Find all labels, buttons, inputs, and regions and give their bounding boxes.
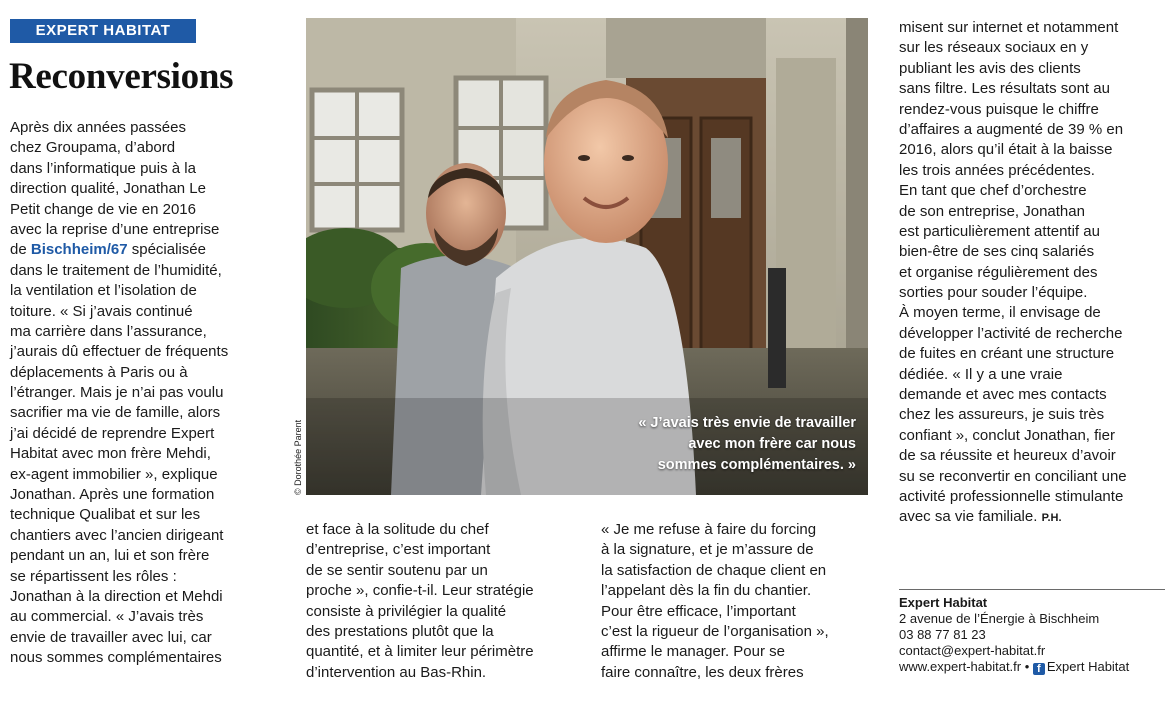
author-signature: P.H. [1041,512,1062,525]
text-line: faire connaître, les deux frères [601,663,804,681]
text-line: de se sentir soutenu par un [306,561,488,579]
text-line: Habitat avec mon frère Mehdi, [10,445,211,463]
text-line: direction qualité, Jonathan Le [10,180,206,198]
text-line: toiture. « Si j’avais continué [10,302,193,320]
text-line: sur les réseaux sociaux en y [899,39,1089,57]
facebook-page-name: Expert Habitat [1046,659,1130,674]
text-line: est particulièrement attentif au [899,222,1100,240]
text-line: ex-agent immobilier », explique [10,465,218,483]
text-line: l’appelant dès la fin du chantier. [601,582,812,600]
text-line: Après dix années passées [10,119,186,136]
photo-credit: © Dorothée Parent [293,419,303,495]
text-line: Pour être efficace, l’important [601,602,796,620]
text-line: su se reconvertir en conciliant une [899,467,1127,485]
text-line: Jonathan. Après une formation [10,486,215,504]
text-line: nous sommes complémentaires [10,649,222,667]
text-line: proche », confie-t-il. Leur stratégie [306,582,534,600]
text-fragment: de [10,241,31,259]
section-badge: EXPERT HABITAT [10,19,196,43]
text-line: chez les assureurs, je suis très [899,406,1105,424]
text-line: j’ai décidé de reprendre Expert [10,424,215,442]
text-line: quantité, et à limiter leur périmètre [306,643,534,661]
company-address: 2 avenue de l’Énergie à Bischheim [899,611,1100,626]
location-highlight: Bischheim/67 [30,241,128,259]
separator-bullet: • [1021,659,1033,674]
text-line: la ventilation et l’isolation de [10,282,197,300]
text-line: de son entreprise, Jonathan [899,202,1085,220]
text-line: se répartissent les rôles : [10,567,177,585]
facebook-icon: f [1033,663,1045,675]
company-email: contact@expert-habitat.fr [899,643,1046,658]
text-line: ma carrière dans l’assurance, [10,322,207,340]
text-fragment: spécialisée [127,241,206,259]
text-line: j’aurais dû effectuer de fréquents [10,343,229,361]
article-column-2 [306,520,534,683]
text-line: les trois années précédentes. [899,161,1095,179]
text-line-location [10,240,228,260]
text-line: En tant que chef d’orchestre [899,182,1087,200]
text-line: demande et avec mes contacts [899,386,1107,404]
pull-quote [638,413,856,476]
text-line: 2016, alors qu’il était à la baisse [899,141,1113,159]
article-column-4 [899,18,1127,528]
text-line: « Je me refuse à faire du forcing [601,521,817,538]
text-line: l’étranger. Mais je n’ai pas voulu [10,384,224,402]
text-line: affirme le manager. Pour se [601,643,785,661]
text-line: sans filtre. Les résultats sont au [899,80,1110,98]
text-line: d’entreprise, c’est important [306,541,491,559]
article-photo [306,18,868,495]
text-line: c’est la rigueur de l’organisation », [601,622,829,640]
text-line: la satisfaction de chaque client en [601,561,827,579]
quote-line: « J’avais très envie de travailler [638,415,856,431]
text-line: À moyen terme, il envisage de [899,304,1101,322]
text-line: d’intervention au Bas-Rhin. [306,663,487,681]
text-line: rendez-vous puisque le chiffre [899,100,1099,118]
text-line: et face à la solitude du chef [306,521,489,538]
text-line: activité professionnelle stimulante [899,487,1124,505]
text-line: sorties pour souder l’équipe. [899,284,1088,302]
web-social-line [899,659,1165,675]
text-line-signed [899,507,1127,527]
quote-line: avec mon frère car nous [688,436,856,452]
text-line: publiant les avis des clients [899,59,1081,77]
text-line: des prestations plutôt que la [306,622,494,640]
text-line: technique Qualibat et sur les [10,506,201,524]
company-name: Expert Habitat [899,595,988,610]
text-line: à la signature, et je m’assure de [601,541,814,559]
text-line: dans l’informatique puis à la [10,159,196,177]
text-line: misent sur internet et notamment [899,19,1119,36]
text-line: Jonathan à la direction et Mehdi [10,587,223,605]
text-line: confiant », conclut Jonathan, fier [899,426,1115,444]
text-line: d’affaires a augmenté de 39 % en [899,120,1124,138]
text-line: et organise régulièrement des [899,263,1098,281]
text-line: envie de travailler avec lui, car [10,628,212,646]
article-column-3 [601,520,829,683]
contact-box [899,589,1165,675]
company-phone: 03 88 77 81 23 [899,627,986,642]
text-line: au commercial. « J’avais très [10,608,204,626]
text-line: dans le traitement de l’humidité, [10,261,222,279]
text-line: de sa réussite et heureux d’avoir [899,447,1116,465]
text-line: déplacements à Paris ou à [10,363,188,381]
text-line: Petit change de vie en 2016 [10,200,196,218]
article-column-1 [10,118,228,669]
article-title: Reconversions [9,56,234,97]
text-line: dédiée. « Il y a une vraie [899,365,1063,383]
quote-line: sommes complémentaires. » [657,457,856,473]
text-line: chantiers avec l’ancien dirigeant [10,526,224,544]
text-line: de fuites en créant une structure [899,345,1115,363]
text-line: chez Groupama, d’abord [10,139,176,157]
text-line: consiste à privilégier la qualité [306,602,507,620]
text-line: bien-être de ses cinq salariés [899,243,1095,261]
company-website: www.expert-habitat.fr [899,659,1022,674]
text-line: sacrifier ma vie de famille, alors [10,404,221,422]
text-line: avec la reprise d’une entreprise [10,220,220,238]
text-line: pendant un an, lui et son frère [10,547,210,565]
text-line: développer l’activité de recherche [899,324,1123,342]
text-fragment: avec sa vie familiale. [899,508,1042,526]
